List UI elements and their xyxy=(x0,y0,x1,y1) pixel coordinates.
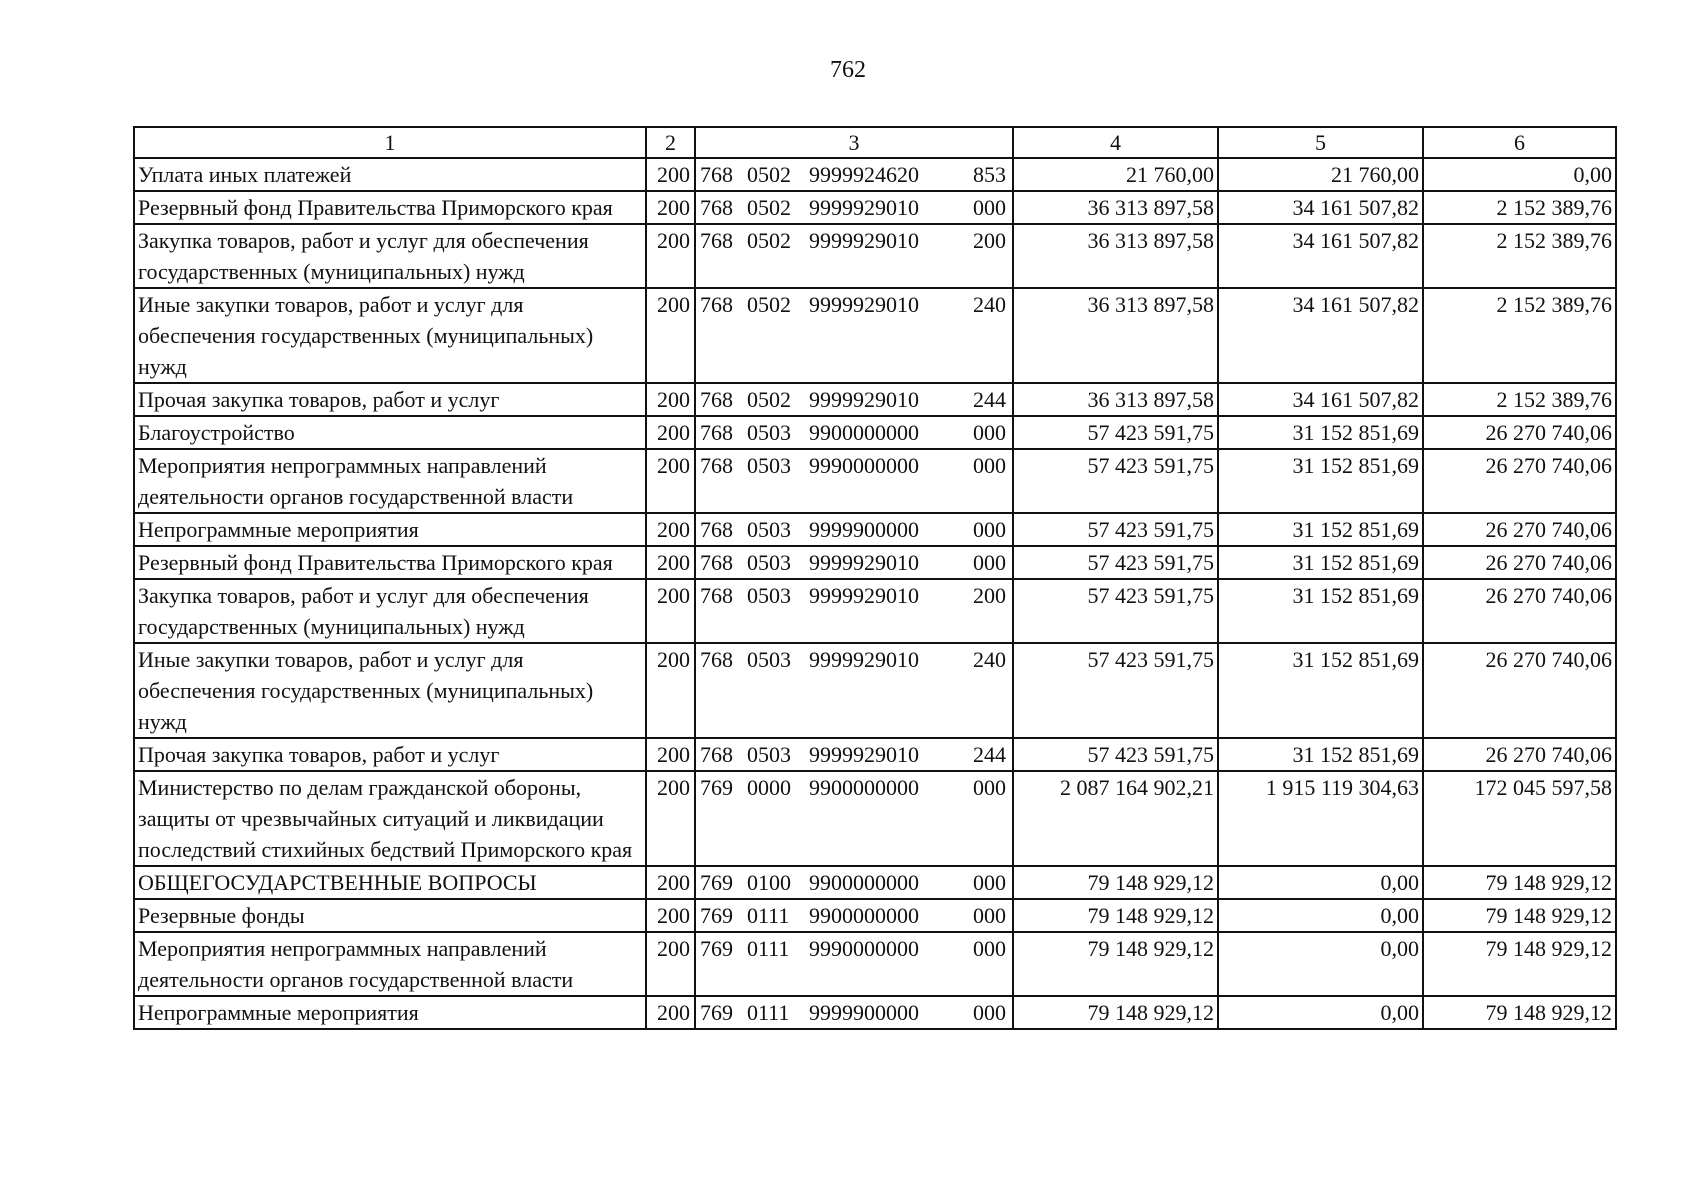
row-col2-cell: 200 xyxy=(646,899,695,932)
row-name-cell: Закупка товаров, работ и услуг для обеспечения государственных (муниципальных) нужд xyxy=(134,579,646,643)
row-name-cell: Прочая закупка товаров, работ и услуг xyxy=(134,738,646,771)
code-section: 0502 xyxy=(747,228,791,253)
row-code-cell xyxy=(695,738,1013,771)
row-col2-cell: 200 xyxy=(646,383,695,416)
code-ministry: 769 xyxy=(700,1000,733,1025)
row-col2-cell: 200 xyxy=(646,288,695,383)
budget-classification-code xyxy=(696,997,1012,1028)
row-col2-cell: 200 xyxy=(646,771,695,866)
row-col6-amount: 26 270 740,06 xyxy=(1423,579,1616,643)
row-col4-amount: 79 148 929,12 xyxy=(1013,899,1218,932)
code-ministry: 768 xyxy=(700,517,733,542)
code-section: 0503 xyxy=(747,742,791,767)
row-col6-amount: 79 148 929,12 xyxy=(1423,932,1616,996)
row-col6-amount: 26 270 740,06 xyxy=(1423,449,1616,513)
code-ministry: 769 xyxy=(700,775,733,800)
row-name-cell: Резервные фонды xyxy=(134,899,646,932)
table-row xyxy=(134,866,1616,899)
row-col4-amount: 36 313 897,58 xyxy=(1013,288,1218,383)
row-name-cell: Резервный фонд Правительства Приморского края xyxy=(134,191,646,224)
row-col6-amount: 26 270 740,06 xyxy=(1423,513,1616,546)
column-header-4: 4 xyxy=(1013,127,1218,158)
code-ministry: 768 xyxy=(700,550,733,575)
code-target-article: 9999924620 xyxy=(809,162,919,187)
row-col6-amount: 2 152 389,76 xyxy=(1423,288,1616,383)
row-code-cell xyxy=(695,771,1013,866)
row-col4-amount: 21 760,00 xyxy=(1013,158,1218,191)
row-name-cell: Мероприятия непрограммных направлений деятельности органов государственной власти xyxy=(134,449,646,513)
row-col5-amount: 31 152 851,69 xyxy=(1218,643,1423,738)
row-col5-amount: 34 161 507,82 xyxy=(1218,191,1423,224)
code-ministry: 769 xyxy=(700,903,733,928)
code-target-article: 9999929010 xyxy=(809,742,919,767)
row-name-cell: Иные закупки товаров, работ и услуг для обеспечения государственных (муниципальных) нужд xyxy=(134,643,646,738)
code-expense-type: 000 xyxy=(973,453,1006,478)
row-col4-amount: 79 148 929,12 xyxy=(1013,866,1218,899)
code-expense-type: 000 xyxy=(973,420,1006,445)
code-target-article: 9999900000 xyxy=(809,517,919,542)
code-ministry: 769 xyxy=(700,870,733,895)
code-expense-type: 200 xyxy=(973,228,1006,253)
code-section: 0502 xyxy=(747,162,791,187)
row-name-cell: Непрограммные мероприятия xyxy=(134,513,646,546)
code-ministry: 768 xyxy=(700,583,733,608)
row-col6-amount: 26 270 740,06 xyxy=(1423,643,1616,738)
budget-classification-code xyxy=(696,867,1012,898)
row-code-cell xyxy=(695,224,1013,288)
code-target-article: 9900000000 xyxy=(809,775,919,800)
row-name-cell: Министерство по делам гражданской обороны, защиты от чрезвычайных ситуаций и ликвидации последствий стихийных бедствий Приморского края xyxy=(134,771,646,866)
table-row xyxy=(134,643,1616,738)
row-col4-amount: 57 423 591,75 xyxy=(1013,449,1218,513)
row-col2-cell: 200 xyxy=(646,932,695,996)
row-col6-amount: 79 148 929,12 xyxy=(1423,866,1616,899)
row-col2-cell: 200 xyxy=(646,866,695,899)
budget-classification-code xyxy=(696,417,1012,448)
row-col4-amount: 57 423 591,75 xyxy=(1013,513,1218,546)
table-header xyxy=(134,127,1616,158)
code-section: 0100 xyxy=(747,870,791,895)
row-col4-amount: 79 148 929,12 xyxy=(1013,996,1218,1029)
row-code-cell xyxy=(695,996,1013,1029)
row-name-cell: Непрограммные мероприятия xyxy=(134,996,646,1029)
row-name-cell: Уплата иных платежей xyxy=(134,158,646,191)
row-col2-cell: 200 xyxy=(646,579,695,643)
code-target-article: 9990000000 xyxy=(809,936,919,961)
row-col5-amount: 34 161 507,82 xyxy=(1218,224,1423,288)
row-code-cell xyxy=(695,191,1013,224)
row-name-cell: Закупка товаров, работ и услуг для обеспечения государственных (муниципальных) нужд xyxy=(134,224,646,288)
code-section: 0503 xyxy=(747,517,791,542)
row-col5-amount: 34 161 507,82 xyxy=(1218,288,1423,383)
row-code-cell xyxy=(695,288,1013,383)
table-row xyxy=(134,996,1616,1029)
budget-classification-code xyxy=(696,739,1012,770)
code-ministry: 768 xyxy=(700,647,733,672)
table-row xyxy=(134,513,1616,546)
table-row xyxy=(134,416,1616,449)
row-col5-amount: 31 152 851,69 xyxy=(1218,546,1423,579)
code-section: 0503 xyxy=(747,647,791,672)
budget-classification-code xyxy=(696,514,1012,545)
row-col2-cell: 200 xyxy=(646,996,695,1029)
row-col2-cell: 200 xyxy=(646,191,695,224)
row-col6-amount: 79 148 929,12 xyxy=(1423,996,1616,1029)
budget-table xyxy=(133,126,1617,1030)
budget-classification-code xyxy=(696,192,1012,223)
code-target-article: 9900000000 xyxy=(809,903,919,928)
code-expense-type: 244 xyxy=(973,387,1006,412)
header-row xyxy=(134,127,1616,158)
table-row xyxy=(134,383,1616,416)
page-number: 762 xyxy=(830,57,866,83)
code-expense-type: 000 xyxy=(973,870,1006,895)
row-code-cell xyxy=(695,579,1013,643)
budget-classification-code xyxy=(696,384,1012,415)
row-col5-amount: 1 915 119 304,63 xyxy=(1218,771,1423,866)
code-ministry: 769 xyxy=(700,936,733,961)
code-section: 0111 xyxy=(747,1000,790,1025)
row-name-cell: Мероприятия непрограммных направлений деятельности органов государственной власти xyxy=(134,932,646,996)
row-code-cell xyxy=(695,932,1013,996)
row-col4-amount: 36 313 897,58 xyxy=(1013,224,1218,288)
code-section: 0502 xyxy=(747,387,791,412)
row-col5-amount: 31 152 851,69 xyxy=(1218,416,1423,449)
budget-classification-code xyxy=(696,644,1012,675)
code-target-article: 9990000000 xyxy=(809,453,919,478)
table-row xyxy=(134,288,1616,383)
row-col6-amount: 2 152 389,76 xyxy=(1423,383,1616,416)
row-col6-amount: 2 152 389,76 xyxy=(1423,224,1616,288)
row-col6-amount: 172 045 597,58 xyxy=(1423,771,1616,866)
code-expense-type: 000 xyxy=(973,195,1006,220)
row-col4-amount: 57 423 591,75 xyxy=(1013,738,1218,771)
table-row xyxy=(134,738,1616,771)
code-expense-type: 000 xyxy=(973,1000,1006,1025)
code-target-article: 9999929010 xyxy=(809,583,919,608)
column-header-3: 3 xyxy=(695,127,1013,158)
row-name-cell: Резервный фонд Правительства Приморского края xyxy=(134,546,646,579)
row-name-cell: Иные закупки товаров, работ и услуг для обеспечения государственных (муниципальных) нужд xyxy=(134,288,646,383)
table-row xyxy=(134,449,1616,513)
code-expense-type: 000 xyxy=(973,550,1006,575)
row-col6-amount: 26 270 740,06 xyxy=(1423,546,1616,579)
code-section: 0503 xyxy=(747,453,791,478)
code-section: 0111 xyxy=(747,903,790,928)
code-ministry: 768 xyxy=(700,162,733,187)
column-header-5: 5 xyxy=(1218,127,1423,158)
row-col2-cell: 200 xyxy=(646,224,695,288)
row-col6-amount: 2 152 389,76 xyxy=(1423,191,1616,224)
code-target-article: 9900000000 xyxy=(809,870,919,895)
budget-classification-code xyxy=(696,289,1012,320)
table-row xyxy=(134,158,1616,191)
row-code-cell xyxy=(695,866,1013,899)
column-header-2: 2 xyxy=(646,127,695,158)
row-code-cell xyxy=(695,513,1013,546)
row-col4-amount: 57 423 591,75 xyxy=(1013,579,1218,643)
code-ministry: 768 xyxy=(700,228,733,253)
row-col2-cell: 200 xyxy=(646,449,695,513)
code-section: 0503 xyxy=(747,550,791,575)
table-row xyxy=(134,899,1616,932)
code-expense-type: 853 xyxy=(973,162,1006,187)
code-ministry: 768 xyxy=(700,420,733,445)
code-section: 0111 xyxy=(747,936,790,961)
row-code-cell xyxy=(695,643,1013,738)
row-col4-amount: 57 423 591,75 xyxy=(1013,416,1218,449)
row-col2-cell: 200 xyxy=(646,513,695,546)
row-col5-amount: 0,00 xyxy=(1218,866,1423,899)
code-section: 0503 xyxy=(747,420,791,445)
budget-classification-code xyxy=(696,933,1012,964)
code-target-article: 9999929010 xyxy=(809,550,919,575)
table-row xyxy=(134,191,1616,224)
row-col5-amount: 31 152 851,69 xyxy=(1218,449,1423,513)
row-col4-amount: 79 148 929,12 xyxy=(1013,932,1218,996)
code-target-article: 9999900000 xyxy=(809,1000,919,1025)
code-target-article: 9999929010 xyxy=(809,228,919,253)
row-name-cell: Прочая закупка товаров, работ и услуг xyxy=(134,383,646,416)
table-row xyxy=(134,224,1616,288)
code-target-article: 9900000000 xyxy=(809,420,919,445)
code-expense-type: 000 xyxy=(973,903,1006,928)
code-expense-type: 240 xyxy=(973,647,1006,672)
row-col4-amount: 36 313 897,58 xyxy=(1013,191,1218,224)
code-expense-type: 000 xyxy=(973,517,1006,542)
row-col6-amount: 79 148 929,12 xyxy=(1423,899,1616,932)
row-col4-amount: 2 087 164 902,21 xyxy=(1013,771,1218,866)
row-code-cell xyxy=(695,383,1013,416)
row-col2-cell: 200 xyxy=(646,158,695,191)
row-col6-amount: 0,00 xyxy=(1423,158,1616,191)
row-col5-amount: 0,00 xyxy=(1218,899,1423,932)
table-row xyxy=(134,932,1616,996)
code-target-article: 9999929010 xyxy=(809,195,919,220)
row-code-cell xyxy=(695,158,1013,191)
code-expense-type: 244 xyxy=(973,742,1006,767)
row-col6-amount: 26 270 740,06 xyxy=(1423,416,1616,449)
row-col6-amount: 26 270 740,06 xyxy=(1423,738,1616,771)
row-col4-amount: 36 313 897,58 xyxy=(1013,383,1218,416)
column-header-1: 1 xyxy=(134,127,646,158)
code-target-article: 9999929010 xyxy=(809,292,919,317)
code-expense-type: 000 xyxy=(973,775,1006,800)
budget-classification-code xyxy=(696,900,1012,931)
table-row xyxy=(134,546,1616,579)
table-row xyxy=(134,579,1616,643)
row-code-cell xyxy=(695,449,1013,513)
row-col2-cell: 200 xyxy=(646,738,695,771)
code-target-article: 9999929010 xyxy=(809,387,919,412)
row-name-cell: ОБЩЕГОСУДАРСТВЕННЫЕ ВОПРОСЫ xyxy=(134,866,646,899)
row-col5-amount: 0,00 xyxy=(1218,996,1423,1029)
budget-classification-code xyxy=(696,547,1012,578)
row-col5-amount: 31 152 851,69 xyxy=(1218,513,1423,546)
row-col5-amount: 31 152 851,69 xyxy=(1218,579,1423,643)
row-col5-amount: 34 161 507,82 xyxy=(1218,383,1423,416)
code-ministry: 768 xyxy=(700,387,733,412)
row-name-cell: Благоустройство xyxy=(134,416,646,449)
row-col4-amount: 57 423 591,75 xyxy=(1013,546,1218,579)
column-header-6: 6 xyxy=(1423,127,1616,158)
budget-classification-code xyxy=(696,772,1012,803)
row-code-cell xyxy=(695,899,1013,932)
row-col5-amount: 21 760,00 xyxy=(1218,158,1423,191)
budget-classification-code xyxy=(696,450,1012,481)
code-section: 0000 xyxy=(747,775,791,800)
row-code-cell xyxy=(695,416,1013,449)
code-section: 0503 xyxy=(747,583,791,608)
code-target-article: 9999929010 xyxy=(809,647,919,672)
code-ministry: 768 xyxy=(700,453,733,478)
code-ministry: 768 xyxy=(700,195,733,220)
row-col2-cell: 200 xyxy=(646,643,695,738)
row-code-cell xyxy=(695,546,1013,579)
budget-classification-code xyxy=(696,580,1012,611)
code-ministry: 768 xyxy=(700,292,733,317)
budget-classification-code xyxy=(696,225,1012,256)
code-section: 0502 xyxy=(747,195,791,220)
row-col5-amount: 0,00 xyxy=(1218,932,1423,996)
budget-classification-code xyxy=(696,159,1012,190)
row-col5-amount: 31 152 851,69 xyxy=(1218,738,1423,771)
code-section: 0502 xyxy=(747,292,791,317)
code-expense-type: 240 xyxy=(973,292,1006,317)
code-expense-type: 200 xyxy=(973,583,1006,608)
table-body xyxy=(134,158,1616,1029)
row-col4-amount: 57 423 591,75 xyxy=(1013,643,1218,738)
row-col2-cell: 200 xyxy=(646,546,695,579)
code-expense-type: 000 xyxy=(973,936,1006,961)
table-row xyxy=(134,771,1616,866)
code-ministry: 768 xyxy=(700,742,733,767)
row-col2-cell: 200 xyxy=(646,416,695,449)
